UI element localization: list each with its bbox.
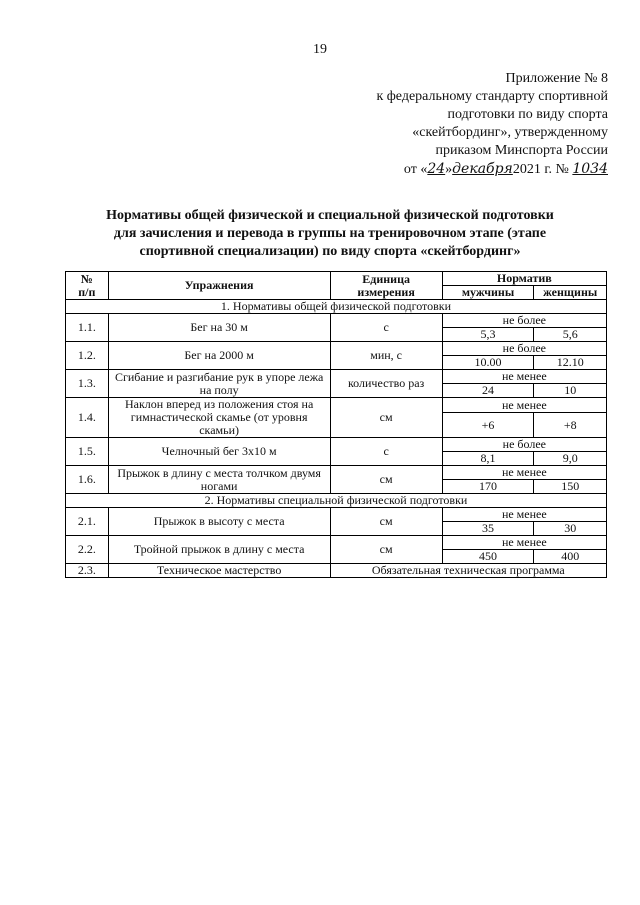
table-row: [66, 398, 607, 413]
order-day: 24: [427, 161, 446, 177]
row-men: 450: [442, 550, 534, 564]
table-row: [66, 564, 607, 578]
row-men: 5,3: [442, 328, 534, 342]
title-line: спортивной специализации) по виду спорта «скейтбординг»: [139, 244, 521, 259]
row-exercise: Тройной прыжок в длину с места: [108, 536, 330, 564]
appendix-line: «скейтбординг», утвержденному: [412, 125, 608, 140]
appendix-block: [338, 70, 608, 179]
row-program: Обязательная техническая программа: [330, 564, 606, 578]
table-row: [66, 342, 607, 356]
row-condition: не более: [442, 342, 606, 356]
row-condition: не более: [442, 438, 606, 452]
header-norm: Норматив: [442, 272, 606, 286]
row-condition: не более: [442, 314, 606, 328]
row-exercise: Наклон вперед из положения стоя на гимнастической скамье (от уровня скамьи): [108, 398, 330, 438]
row-women: +8: [534, 413, 607, 438]
table-row: [66, 508, 607, 522]
header-exercise: Упражнения: [108, 272, 330, 300]
table-row: [66, 536, 607, 550]
appendix-line: к федеральному стандарту спортивной: [376, 89, 608, 104]
row-condition: не менее: [442, 370, 606, 384]
row-exercise: Сгибание и разгибание рук в упоре лежа на полу: [108, 370, 330, 398]
norms-table: [65, 271, 607, 578]
order-line: [338, 160, 608, 179]
order-number: 1034: [572, 161, 608, 177]
row-num: 1.6.: [66, 466, 109, 494]
row-exercise: Бег на 30 м: [108, 314, 330, 342]
table-row: [66, 314, 607, 328]
table-row: [66, 466, 607, 480]
row-men: 35: [442, 522, 534, 536]
section-row: [66, 300, 607, 314]
document-title: [60, 207, 600, 261]
row-num: 2.1.: [66, 508, 109, 536]
row-unit: с: [330, 314, 442, 342]
row-unit: см: [330, 398, 442, 438]
row-num: 1.2.: [66, 342, 109, 370]
row-men: +6: [442, 413, 534, 438]
row-condition: не менее: [442, 398, 606, 413]
appendix-line: приказом Минспорта России: [435, 143, 608, 158]
row-women: 5,6: [534, 328, 607, 342]
row-num: 1.1.: [66, 314, 109, 342]
order-year: 2021 г. №: [512, 162, 569, 177]
row-num: 2.2.: [66, 536, 109, 564]
row-unit: см: [330, 508, 442, 536]
table-row: [66, 438, 607, 452]
header-unit: Единица измерения: [330, 272, 442, 300]
appendix-line: подготовки по виду спорта: [447, 107, 608, 122]
row-men: 8,1: [442, 452, 534, 466]
row-unit: мин, с: [330, 342, 442, 370]
row-men: 170: [442, 480, 534, 494]
row-exercise: Прыжок в длину с места толчком двумя ногами: [108, 466, 330, 494]
section-row: [66, 494, 607, 508]
row-men: 24: [442, 384, 534, 398]
header-num: № п/п: [66, 272, 109, 300]
header-women: женщины: [534, 286, 607, 300]
row-unit: количество раз: [330, 370, 442, 398]
row-num: 1.3.: [66, 370, 109, 398]
row-men: 10.00: [442, 356, 534, 370]
row-exercise: Бег на 2000 м: [108, 342, 330, 370]
title-line: Нормативы общей физической и специальной физической подготовки: [106, 208, 554, 223]
row-unit: см: [330, 466, 442, 494]
row-women: 400: [534, 550, 607, 564]
row-unit: с: [330, 438, 442, 466]
row-women: 150: [534, 480, 607, 494]
header-row: [66, 272, 607, 286]
section-title: 2. Нормативы специальной физической подготовки: [66, 494, 607, 508]
row-exercise: Челночный бег 3х10 м: [108, 438, 330, 466]
row-condition: не менее: [442, 536, 606, 550]
row-num: 1.4.: [66, 398, 109, 438]
title-line: для зачисления и перевода в группы на тренировочном этапе (этапе: [113, 226, 547, 241]
row-women: 9,0: [534, 452, 607, 466]
row-women: 12.10: [534, 356, 607, 370]
order-mid: »: [445, 162, 453, 177]
row-exercise: Техническое мастерство: [108, 564, 330, 578]
row-unit: см: [330, 536, 442, 564]
appendix-line: Приложение № 8: [505, 71, 608, 86]
order-month: декабря: [452, 161, 513, 177]
header-men: мужчины: [442, 286, 534, 300]
row-condition: не менее: [442, 508, 606, 522]
row-num: 1.5.: [66, 438, 109, 466]
row-women: 10: [534, 384, 607, 398]
table-row: [66, 370, 607, 384]
row-exercise: Прыжок в высоту с места: [108, 508, 330, 536]
row-women: 30: [534, 522, 607, 536]
row-num: 2.3.: [66, 564, 109, 578]
page-number: 19: [313, 42, 327, 57]
section-title: 1. Нормативы общей физической подготовки: [66, 300, 607, 314]
order-prefix: от «: [403, 162, 428, 177]
row-condition: не менее: [442, 466, 606, 480]
